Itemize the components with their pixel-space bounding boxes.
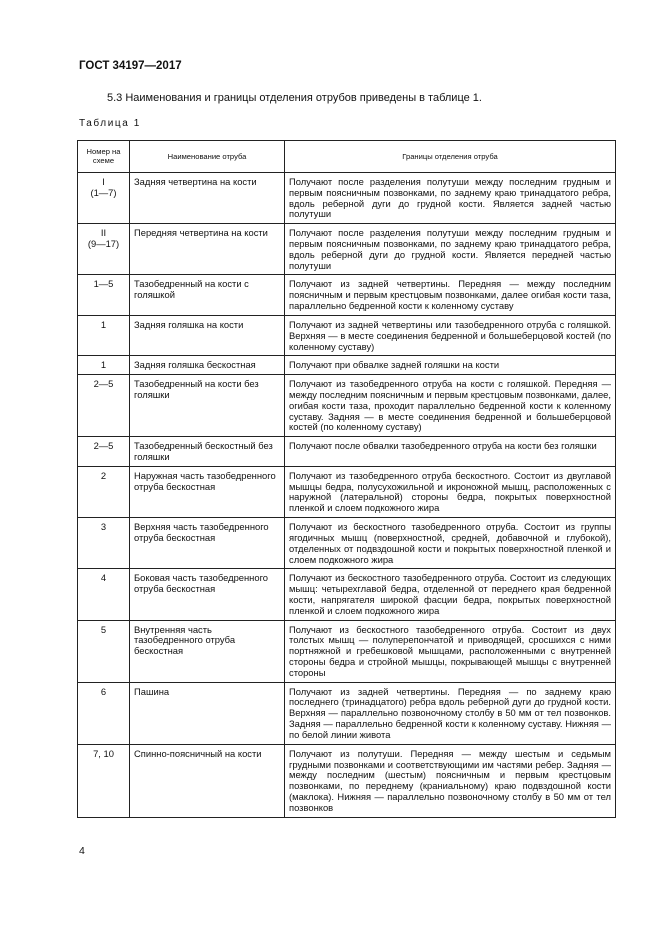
- row-description-cell: Получают из тазобедренного отруба на кости с голяшкой. Передняя — между последним поясничным и первым крестцовым позвонками, далее, огибая кости таза, проходит параллельно бедренной кости к коленному суставу. Задняя — в месте соединения бедренной и большеберцовой костей (по коленному суставу): [285, 375, 616, 437]
- table-row: [78, 569, 616, 620]
- table-row: [78, 682, 616, 744]
- table-row: [78, 275, 616, 315]
- row-name-cell: Тазобедренный бескостный без голяшки: [130, 437, 285, 467]
- row-number-cell: 4: [78, 569, 130, 620]
- table-caption: Таблица 1: [79, 118, 141, 129]
- row-description-cell: Получают из задней четвертины или тазобедренного отруба с голяшкой. Верхняя — в месте соединения бедренной и большеберцовой костей (по коленному суставу): [285, 315, 616, 355]
- row-name-cell: Тазобедренный на кости без голяшки: [130, 375, 285, 437]
- row-name-cell: Задняя голяшка бескостная: [130, 356, 285, 375]
- row-description-cell: Получают из тазобедренного отруба бескостного. Состоит из двуглавой мышцы бедра, полусухожильной и икроножной мышц, расположенных с наружной (латеральной) стороны бедра, покрытых поверхностной пленкой и слоем подкожного жира: [285, 466, 616, 517]
- row-name-cell: Передняя четвертина на кости: [130, 224, 285, 275]
- row-number-cell: 1: [78, 315, 130, 355]
- table-row: [78, 172, 616, 223]
- row-number-cell: 5: [78, 620, 130, 682]
- row-name-cell: Наружная часть тазобедренного отруба бескостная: [130, 466, 285, 517]
- table-header-row: [78, 141, 616, 173]
- row-number-cell: II (9—17): [78, 224, 130, 275]
- table-row: [78, 224, 616, 275]
- row-name-cell: Пашина: [130, 682, 285, 744]
- table-row: [78, 356, 616, 375]
- row-name-cell: Задняя четвертина на кости: [130, 172, 285, 223]
- row-description-cell: Получают после обвалки тазобедренного отруба на кости без голяшки: [285, 437, 616, 467]
- table-row: [78, 437, 616, 467]
- table-row: [78, 375, 616, 437]
- row-description-cell: Получают из задней четвертины. Передняя — по заднему краю последнего (тринадцатого) ребра вдоль реберной дуги до грудной кости. Верхняя — параллельно позвоночному столбу в 50 мм от тел позвонков. Задняя — параллельно бедренной кости к коленному суставу. Нижняя — по белой линии живота: [285, 682, 616, 744]
- row-description-cell: Получают после разделения полутуши между последним грудным и первым поясничным позвонками, по заднему краю тринадцатого ребра, вдоль реберной дуги до грудной кости. Является задней частью полутуши: [285, 172, 616, 223]
- row-description-cell: Получают из бескостного тазобедренного отруба. Состоит из следующих мышц: четырехглавой бедра, отделенной от переднего края бедренной кости, напрягателя широкой фасции бедра, покрытых поверхностной пленкой и слоем подкожного жира: [285, 569, 616, 620]
- intro-paragraph: 5.3 Наименования и границы отделения отрубов приведены в таблице 1.: [107, 92, 482, 104]
- row-number-cell: I (1—7): [78, 172, 130, 223]
- row-description-cell: Получают из бескостного тазобедренного отруба. Состоит из группы ягодичных мышц (поверхностной, средней, добавочной и глубокой), отделенных от подвздошной кости и покрытых поверхностной пленкой и слоем подкожного жира: [285, 518, 616, 569]
- page-number: 4: [79, 845, 85, 857]
- row-description-cell: Получают при обвалке задней голяшки на кости: [285, 356, 616, 375]
- table-row: [78, 620, 616, 682]
- header-name: Наименование отруба: [130, 141, 285, 173]
- row-name-cell: Тазобедренный на кости с голяшкой: [130, 275, 285, 315]
- row-number-cell: 1: [78, 356, 130, 375]
- row-name-cell: Спинно-поясничный на кости: [130, 744, 285, 817]
- row-number-cell: 2—5: [78, 375, 130, 437]
- row-number-cell: 3: [78, 518, 130, 569]
- header-boundaries: Границы отделения отруба: [285, 141, 616, 173]
- header-number: Номер на схеме: [78, 141, 130, 173]
- row-name-cell: Боковая часть тазобедренного отруба бескостная: [130, 569, 285, 620]
- row-name-cell: Внутренняя часть тазобедренного отруба бескостная: [130, 620, 285, 682]
- table-row: [78, 518, 616, 569]
- row-description-cell: Получают из задней четвертины. Передняя — между последним поясничным и первым крестцовым позвонками, далее огибая кости таза, параллельно бедренной кости к коленному суставу: [285, 275, 616, 315]
- cuts-table: [77, 140, 616, 818]
- row-number-cell: 7, 10: [78, 744, 130, 817]
- row-number-cell: 1—5: [78, 275, 130, 315]
- row-description-cell: Получают из бескостного тазобедренного отруба. Состоит из двух толстых мышц — полуперепончатой и приводящей, сросшихся с ними портняжной и гребешковой мышцами, расположенными с внутренней стороны бедра и стройной мышцы, покрывающей мышцы с внутренней стороны: [285, 620, 616, 682]
- row-name-cell: Задняя голяшка на кости: [130, 315, 285, 355]
- row-name-cell: Верхняя часть тазобедренного отруба бескостная: [130, 518, 285, 569]
- document-header: ГОСТ 34197—2017: [79, 60, 182, 72]
- row-number-cell: 2: [78, 466, 130, 517]
- table-row: [78, 466, 616, 517]
- row-number-cell: 6: [78, 682, 130, 744]
- row-description-cell: Получают после разделения полутуши между последним грудным и первым поясничным позвонками, по заднему краю тринадцатого ребра, вдоль реберной дуги до грудной кости. Является передней частью полутуши: [285, 224, 616, 275]
- table-row: [78, 315, 616, 355]
- table-body: [78, 172, 616, 817]
- row-description-cell: Получают из полутуши. Передняя — между шестым и седьмым грудными позвонками и соответствующими им частями ребер. Задняя — между последним (шестым) поясничным и первым крестцовым позвонками, по переднему (краниальному) краю подвздошной кости (маклока). Нижняя — параллельно позвоночному столбу в 50 мм от тел позвонков: [285, 744, 616, 817]
- table-row: [78, 744, 616, 817]
- row-number-cell: 2—5: [78, 437, 130, 467]
